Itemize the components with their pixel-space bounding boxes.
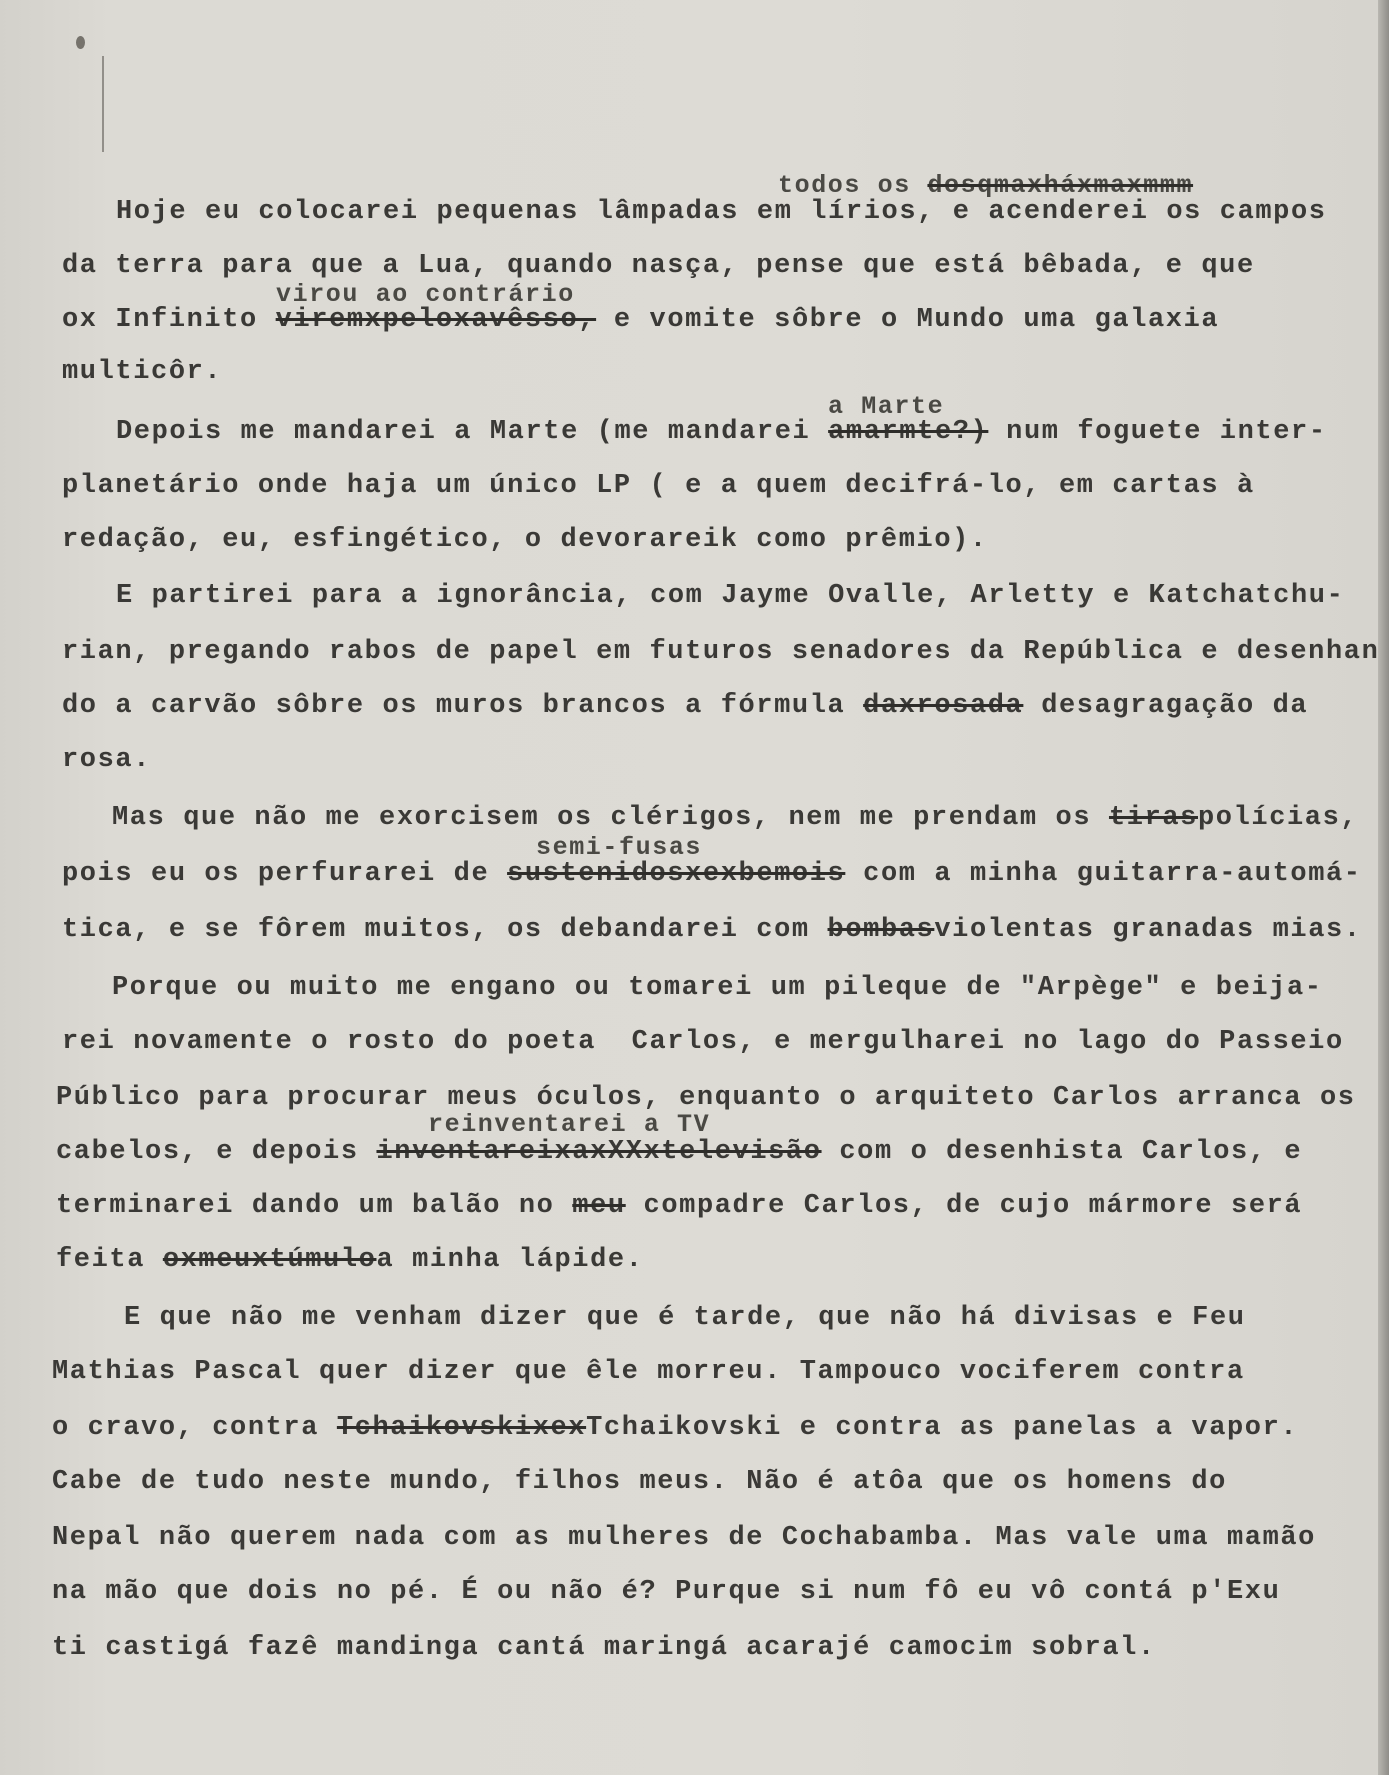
- text-line: cabelos, e depois inventareixaxXXxtelevisão com o desenhista Carlos, e: [56, 1137, 1303, 1167]
- text-line: E que não me venham dizer que é tarde, que não há divisas e Feu: [124, 1303, 1246, 1333]
- text-line: do a carvão sôbre os muros brancos a fórmula daxrosada desagragação da: [62, 691, 1309, 721]
- text-line: Hoje eu colocarei pequenas lâmpadas em lírios, e acenderei os campos: [116, 197, 1327, 227]
- text-line: rei novamente o rosto do poeta Carlos, e mergulharei no lago do Passeio: [62, 1027, 1344, 1057]
- text-line: redação, eu, esfingético, o devorareik como prêmio).: [62, 525, 988, 555]
- text-line: Público para procurar meus óculos, enquanto o arquiteto Carlos arranca os: [56, 1083, 1356, 1113]
- insertion-text: a Marte: [828, 392, 945, 421]
- insertion-text: virou ao contrário: [276, 280, 575, 309]
- insertion-text: todos os dosqmaxháxmaxmmm: [778, 171, 1194, 200]
- text-line: planetário onde haja um único LP ( e a quem decifrá-lo, em cartas à: [62, 471, 1255, 501]
- text-line: terminarei dando um balão no meu compadre Carlos, de cujo mármore será: [56, 1191, 1303, 1221]
- ink-blot: [76, 36, 85, 49]
- margin-mark: [102, 56, 104, 152]
- text-line: multicôr.: [62, 357, 223, 387]
- insertion-text: semi-fusas: [536, 833, 703, 862]
- insertion-text: reinventarei a TV: [428, 1110, 711, 1139]
- text-line: da terra para que a Lua, quando nasça, pense que está bêbada, e que: [62, 251, 1255, 281]
- text-line: E partirei para a ignorância, com Jayme Ovalle, Arletty e Katchatchu-: [116, 581, 1345, 611]
- text-line: rian, pregando rabos de papel em futuros senadores da República e desenhan: [62, 637, 1380, 667]
- text-line: na mão que dois no pé. É ou não é? Purque si num fô eu vô contá p'Exu: [52, 1577, 1281, 1607]
- text-line: ti castigá fazê mandinga cantá maringá acarajé camocim sobral.: [52, 1633, 1156, 1663]
- text-line: Depois me mandarei a Marte (me mandarei amarmte?) num foguete inter-: [116, 417, 1327, 447]
- text-line: pois eu os perfurarei de sustenidosxexbemois com a minha guitarra-automá-: [62, 859, 1362, 889]
- text-line: Porque ou muito me engano ou tomarei um pileque de "Arpège" e beija-: [112, 973, 1323, 1003]
- page-edge-shadow: [1378, 0, 1389, 1775]
- text-line: feita oxmeuxtúmuloa minha lápide.: [56, 1245, 644, 1275]
- text-line: Cabe de tudo neste mundo, filhos meus. Não é atôa que os homens do: [52, 1467, 1227, 1497]
- text-line: tica, e se fôrem muitos, os debandarei com bombasviolentas granadas mias.: [62, 915, 1362, 945]
- text-line: Mas que não me exorcisem os clérigos, nem me prendam os tiraspolícias,: [112, 803, 1359, 833]
- text-line: ox Infinito viremxpeloxavêsso, e vomite sôbre o Mundo uma galaxia: [62, 305, 1220, 335]
- text-line: o cravo, contra TchaikovskixexTchaikovski e contra as panelas a vapor.: [52, 1413, 1299, 1443]
- text-line: Mathias Pascal quer dizer que êle morreu. Tampouco vociferem contra: [52, 1357, 1245, 1387]
- text-line: rosa.: [62, 745, 152, 775]
- text-line: Nepal não querem nada com as mulheres de Cochabamba. Mas vale uma mamão: [52, 1523, 1316, 1553]
